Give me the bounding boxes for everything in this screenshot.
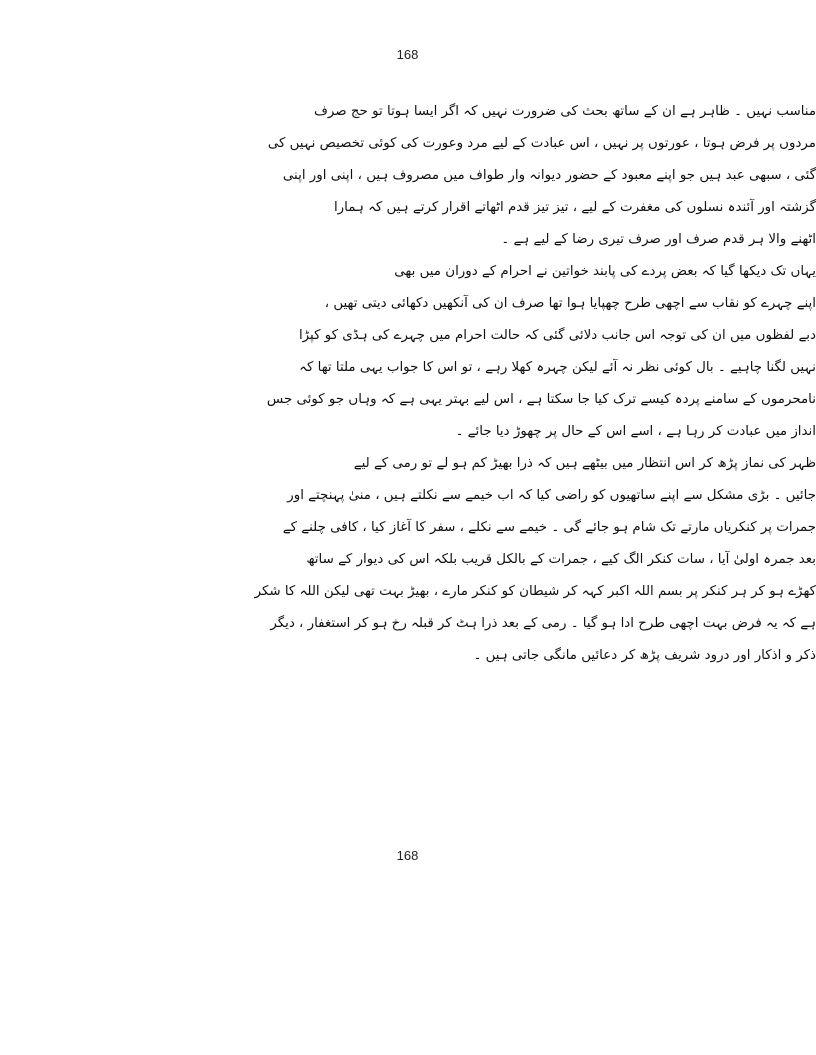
text-line: مردوں پر فرض ہوتا ، عورتوں پر نہیں ، اس عبادت کے لیے مرد وعورت کی کوئی تخصیص نہیں کی <box>267 136 816 151</box>
page-number-bottom: 168 <box>396 848 419 863</box>
text-line: جمرات پر کنکریاں مارتے تک شام ہو جائے گی ۔ خیمے سے نکلے ، سفر کا آغاز کیا ، کافی چلنے کے <box>282 520 816 535</box>
paragraph-3 <box>254 448 816 672</box>
text-line: اٹھنے والا ہر قدم صرف اور صرف تیری رضا کے لیے ہے ۔ <box>501 232 816 247</box>
text-line: کھڑے ہو کر ہر کنکر پر بسم اللہ اکبر کہہ کر شیطان کو کنکر مارے ، بھیڑ بہت تھی لیکن اللہ کا شکر <box>254 584 816 599</box>
text-line: انداز میں عبادت کر رہا ہے ، اسے اس کے حال پر چھوڑ دیا جائے ۔ <box>455 424 816 439</box>
body-text <box>254 96 816 672</box>
page-number-top: 168 <box>396 47 419 62</box>
text-line: یہاں تک دیکھا گیا کہ بعض پردے کی پابند خواتین نے احرام کے دوران میں بھی <box>394 264 816 279</box>
text-line: بعد جمرہ اولیٰ آیا ، سات کنکر الگ کیے ، جمرات کے بالکل قریب بلکہ اس کی دیوار کے ساتھ <box>306 552 816 567</box>
text-line: مناسب نہیں ۔ ظاہر ہے ان کے ساتھ بحث کی ضرورت نہیں کہ اگر ایسا ہوتا تو حج صرف <box>314 104 816 119</box>
text-line: گزشتہ اور آئندہ نسلوں کی مغفرت کے لیے ، تیز تیز قدم اٹھاتے اقرار کرتے ہیں کہ ہمارا <box>333 200 816 215</box>
text-line: اپنے چہرے کو نقاب سے اچھی طرح چھپایا ہوا تھا صرف ان کی آنکھیں دکھائی دیتی تھیں ، <box>324 296 816 311</box>
text-line: ظہر کی نماز پڑھ کر اس انتظار میں بیٹھے ہیں کہ ذرا بھیڑ کم ہو لے تو رمی کے لیے <box>353 456 816 471</box>
text-line: ہے کہ یہ فرض بہت اچھی طرح ادا ہو گیا ۔ رمی کے بعد ذرا ہٹ کر قبلہ رخ ہو کر استغفار ، دیگر <box>270 616 816 631</box>
text-line: دبے لفظوں میں ان کی توجہ اس جانب دلائی گئی کہ حالت احرام میں چہرے کی ہڈی کو کپڑا <box>298 328 816 343</box>
text-line: نہیں لگنا چاہیے ۔ بال کوئی نظر نہ آئے لیکن چہرہ کھلا رہے ، تو اس کا جواب یہی ملتا تھا کہ <box>299 360 816 375</box>
paragraph-2 <box>266 256 816 448</box>
paragraph-1 <box>267 96 816 256</box>
text-line: نامحرموں کے سامنے پردہ کیسے ترک کیا جا سکتا ہے ، اس لیے بہتر یہی ہے کہ وہاں جو کوئی جس <box>266 392 816 407</box>
text-line: ذکر و اذکار اور درود شریف پڑھ کر دعائیں مانگی جاتی ہیں ۔ <box>473 648 816 663</box>
text-line: جائیں ۔ بڑی مشکل سے اپنے ساتھیوں کو راضی کیا کہ اب خیمے سے نکلتے ہیں ، منیٰ پہنچتے اور <box>287 488 816 503</box>
text-line: گئی ، سبھی عبد ہیں جو اپنے معبود کے حضور دیوانہ وار طواف میں مصروف ہیں ، اپنی اور اپنی <box>282 168 816 183</box>
